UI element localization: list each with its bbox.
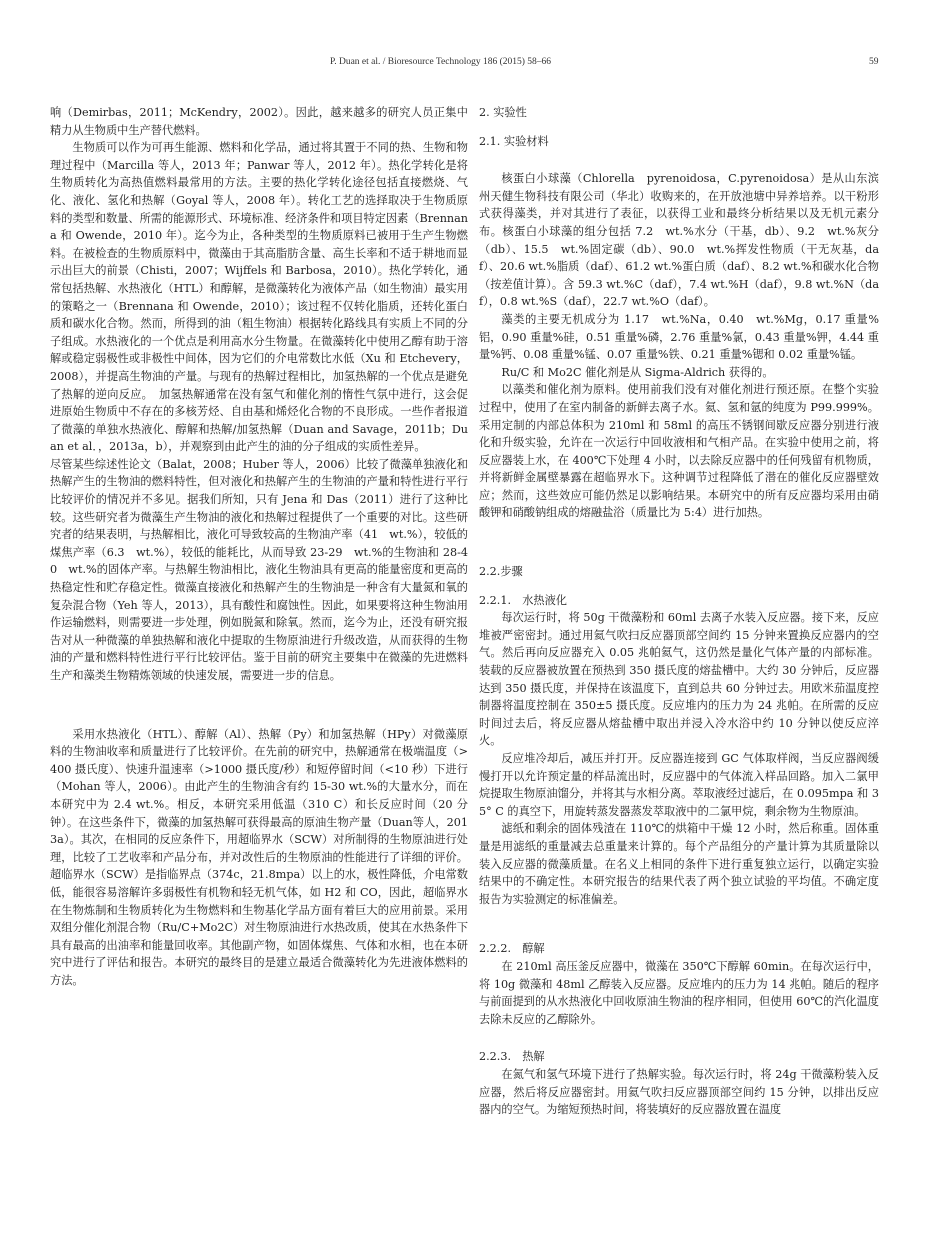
right-paragraph-7: 滤纸和剩余的固体残渣在 110℃的烘箱中干燥 12 小时，然后称重。固体重量是用滤纸的重量减去总重量来计算的。每个产品组分的产量计算为其质量除以装入反应器的微藻质量。在名义上相同的条件下进行重复独立运行，以确定实验结果中的不确定性。本研究报告的结果代表了两个独立试验的平均值。不确定度报告为实验测定的标准偏差。	[479, 822, 879, 906]
running-header	[0, 57, 926, 71]
right-paragraph-1: 核蛋白小球藻（Chlorella pyrenoidosa，C.pyrenoidosa）是从山东滨州天健生物科技有限公司（华北）收购来的，在开放池塘中异养培养。以干粉形式获得藻类，并对其进行了表征，以获得工业和最终分析结果以及无机元素分布。核蛋白小球藻的组分包括 7.2 wt.%水分（干基，db）、9.2 wt.%灰分（db）、15.5 wt.%固定碳（db）、90.0 wt.%挥发性物质（干无灰基，daf）、20.6 wt.%脂质（daf）、61.2 wt.%蛋白质（daf）、8.2 wt.%和碳水化合物（按差值计算）。含 59.3 wt.%C（daf），7.4 wt.%H（daf），9.8 wt.%N（daf），0.8 wt.%S（daf），22.7 wt.%O（daf）。	[479, 172, 879, 309]
right-column	[479, 104, 879, 1119]
left-paragraph-3: 尽管某些综述性论文（Balat，2008；Huber 等人，2006）比较了微藻单独液化和热解产生的生物油的燃料特性，但对液化和热解产生的生物油的产量和特性进行平行比较评价的情况并不多见。据我们所知，只有 Jena 和 Das（2011）进行了这种比较。这些研究者为微藻生产生物油的液化和热解过程提供了一个重要的对比。这些研究者的结果表明，与热解相比，液化可导致较高的生物油产率（41 wt.%），较低的煤焦产率（6.3 wt.%），较低的能耗比，从而导致 23-29 wt.%的生物油和 28-40 wt.%的固体产率。与热解生物油相比，液化生物油具有更高的能量密度和更高的热稳定性和贮存稳定性。微藻直接液化和热解产生的生物油是一种含有大量氮和氧的复杂混合物（Yeh 等人，2013），具有酸性和腐蚀性。因此，如果要将这种生物油用作运输燃料，则需要进一步处理，例如脱氮和除氧。然而，迄今为止，还没有研究报告对从一种微藻的单独热解和液化中提取的生物原油进行升级改造，从而获得的生物油的产量和燃料特性进行平行比较评估。鉴于目前的研究主要集中在微藻的先进燃料生产和藻类生物精炼领域的快速发展，需要进一步的信息。	[50, 457, 468, 682]
section-heading-2-2: 2.2.步骤	[479, 565, 523, 579]
right-paragraph-8: 在 210ml 高压釜反应器中，微藻在 350℃下醇解 60min。在每次运行中，将 10g 微藻和 48ml 乙醇装入反应器。反应堆内的压力为 14 兆帕。随后的程序与前面提到的从水热液化中回收原油生物油的程序相同，但使用 60℃的汽化温度去除未反应的乙醇除外。	[479, 959, 879, 1026]
left-paragraph-1: 响（Demirbas，2011；McKendry，2002）。因此，越来越多的研究人员正集中精力从生物质中生产替代燃料。	[50, 106, 468, 137]
right-paragraph-3: Ru/C 和 Mo2C 催化剂是从 Sigma-Aldrich 获得的。	[501, 365, 774, 379]
left-column	[50, 104, 468, 990]
left-paragraph-2: 生物质可以作为可再生能源、燃料和化学品，通过将其置于不同的热、生物和物理过程中（Marcilla 等人，2013 年；Panwar 等人，2012 年）。热化学转化是将生物质转化为高热值燃料最常用的方法。主要的热化学转化途径包括直接燃烧、气化、液化、氢化和热解（Goyal 等人，2008 年）。转化工艺的选择取决于生物质原料的类型和数量、所需的能源形式、环境标准、经济条件和项目特定因素（Brennana 和 Owende，2010 年）。迄今为止，各种类型的生物质原料已被用于生产生物燃料。在被检查的生物质原料中，微藻由于其高脂肪含量、高生长率和不适于耕地而显示出巨大的前景（Chisti，2007；Wijffels 和 Barbosa，2010）。热化学转化，通常包括热解、水热液化（HTL）和醇解，是微藻转化为液体产品（如生物油）最实用的策略之一（Brennana 和 Owende，2010）；该过程不仅转化脂质，还转化蛋白质和碳水化合物。然而，所得到的油（粗生物油）根据转化路线具有实质上不同的分子组成。水热液化的一个优点是利用高水分生物量。在微藻转化中使用乙醇有助于溶解或稳定弱极性或非极性中间体，因为它们的介电常数比水低（Xu 和 Etchevery，2008），并提高生物油的产量。与现有的热解过程相比，加氢热解的一个优点是避免了热解的逆向反应。 加氢热解通常在没有氢气和催化剂的惰性气氛中进行，这会促进原始生物质中不存在的多核芳烃、自由基和烯烃化合物的不良形成。一些作者报道了微藻的单独水热液化、醇解和热解/加氢热解（Duan and Savage，2011b；Duan et al．，2013a，b），并观察到由此产生的油的分子组成的实质性差异。	[50, 141, 468, 454]
right-paragraph-5: 每次运行时，将 50g 干微藻粉和 60ml 去离子水装入反应器。接下来，反应堆被严密密封。通过用氦气吹扫反应器顶部空间约 15 分钟来置换反应器内的空气。然后再向反应器充入 0.05 兆帕氦气，这仍然是量化气体产量的内部标准。装载的反应器被放置在预热到 350 摄氏度的熔盐槽中。大约 30 分钟后，反应器达到 350 摄氏度，并保持在该温度下，直到总共 60 分钟过去。用欧米茄温度控制器将温度控制在 350±5 摄氏度。反应堆内的压力为 24 兆帕。在所需的反应时间过去后，将反应器从熔盐槽中取出并浸入冷水浴中约 10 分钟以使反应淬火。	[479, 611, 879, 748]
section-heading-2-2-3: 2.2.3. 热解	[479, 1050, 545, 1064]
right-paragraph-9: 在氮气和氢气环境下进行了热解实验。每次运行时，将 24g 干微藻粉装入反应器，然后将反应器密封。用氦气吹扫反应器顶部空间约 15 分钟，以排出反应器内的空气。为缩短预热时间，将装填好的反应器放置在温度	[479, 1067, 879, 1117]
section-heading-2: 2. 实验性	[479, 106, 527, 119]
right-paragraph-6: 反应堆冷却后，减压并打开。反应器连接到 GC 气体取样阀，当反应器阀缓慢打开以允许预定量的样品流出时，反应器中的气体流入样品回路。加入二氯甲烷提取生物原油馏分，并将其与水相分离。萃取液经过滤后，在 0.095mpa 和 35° C 的真空下，用旋转蒸发器蒸发萃取液中的二氯甲烷，剩余物为生物原油。	[479, 752, 879, 818]
page-number: 59	[869, 57, 879, 67]
section-heading-2-1: 2.1. 实验材料	[479, 134, 549, 148]
section-heading-2-2-2: 2.2.2. 醇解	[479, 942, 545, 956]
section-heading-2-2-1: 2.2.1. 水热液化	[479, 593, 567, 607]
right-paragraph-2: 藻类的主要无机成分为 1.17 wt.%Na，0.40 wt.%Mg，0.17 重量%铝，0.90 重量%硅，0.51 重量%磷，2.76 重量%氯，0.43 重量%钾，4.44 重量%钙、0.08 重量%锰、0.07 重量%铁、0.21 重量%锶和 0.02 重量%锰。	[479, 312, 879, 362]
left-paragraph-4: 采用水热液化（HTL）、醇解（Al）、热解（Py）和加氢热解（HPy）对微藻原料的生物油收率和质量进行了比较评价。在先前的研究中，热解通常在极端温度（>400 摄氏度）、快速升温速率（>1000 摄氏度/秒）和短停留时间（<10 秒）下进行（Mohan 等人，2006）。由此产生的生物油含有约 15-30 wt.%的大量水分，而在本研究中为 2.4 wt.%。相反，本研究采用低温（310 C）和长反应时间（20 分钟）。在这些条件下，微藻的加氢热解可获得最高的原油生物产量（Duan等人，2013a）。其次，在相同的反应条件下，用超临界水（SCW）对所制得的生物原油进行处理，比较了工艺收率和产品分布，并对改性后的生物原油的性能进行了详细的评价。超临界水（SCW）是指临界点（374c，21.8mpa）以上的水，极性降低，介电常数低，能很容易溶解许多弱极性有机物和轻无机气体，如 H2 和 CO，因此，超临界水在生物炼制和生物质转化为生物燃料和生物基化学品方面有着巨大的应用前景。采用双组分催化剂混合物（Ru/C+Mo2C）对生物原油进行水热改质，使其在水热条件下具有最高的出油率和能量回收率。其他副产物，如固体煤焦、气体和水相，也在本研究中进行了评估和报告。本研究的最终目的是建立最适合微藻转化为先进液体燃料的方法。	[50, 727, 469, 987]
journal-citation: P. Duan et al. / Bioresource Technology 186 (2015) 58–66	[330, 57, 552, 67]
right-paragraph-4: 以藻类和催化剂为原料。使用前我们没有对催化剂进行预还原。在整个实验过程中，使用了在室内制备的新鲜去离子水。氦、氢和氩的纯度为 P99.999%。采用定制的内部总体积为 210ml 和 58ml 的高压不锈钢间歇反应器分别进行液化和升级实验，允许在一次运行中回收液相和气相产品。在实验中使用之前，将反应器装上水，在 400℃下处理 4 小时，以去除反应器中的任何残留有机物质，并将新鲜金属壁暴露在超临界水下。这种调节过程降低了潜在的催化反应器壁效应；然而，这些效应可能仍然足以影响结果。本研究中的所有反应器均采用由硝酸钾和硝酸钠组成的熔融盐浴（质量比为 5:4）进行加热。	[479, 383, 879, 520]
